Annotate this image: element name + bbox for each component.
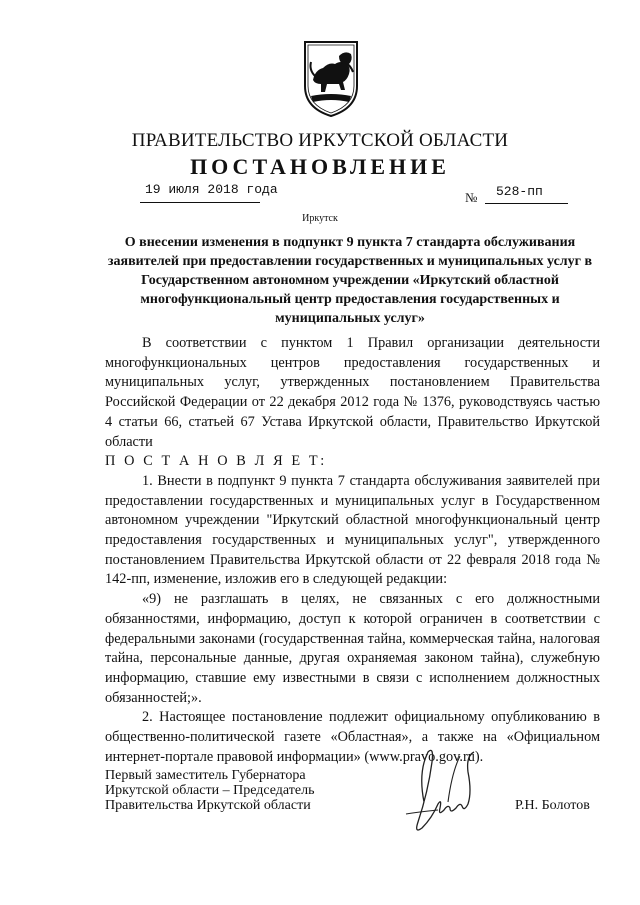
number-underline (485, 203, 568, 204)
date-underline (140, 202, 260, 203)
signer-position-line: Первый заместитель Губернатора (105, 768, 306, 783)
document-body (105, 334, 600, 767)
signer-position-line: Правительства Иркутской области (105, 798, 311, 813)
handwritten-signature-icon (388, 742, 488, 852)
signer-position-line: Иркутской области – Председатель (105, 783, 315, 798)
irkutsk-coat-of-arms-icon (303, 40, 359, 118)
document-heading: О внесении изменения в подпункт 9 пункта 7 стандарта обслуживания заявителей при предоставлении государственных и муниципальных услуг в Государственном автономном учреждении «Иркутский областной многофункциональный центр предоставления государственных и муниципальных услуг» (107, 235, 593, 326)
number-sign: № (465, 190, 478, 205)
quote-paragraph: «9) не разглашать в целях, не связанных с его должностными обязанностями, информацию, доступ к которой ограничен в соответствии с федеральными законами (государственная тайна, коммерческая тайна, налоговая тайна, персональные данные, другая охраняемая законом тайна), служебную информацию, ставшие ему известными в связи с исполнением должностных обязанностей;». (105, 591, 600, 706)
document-date: 19 июля 2018 года (145, 182, 278, 197)
signer-position (105, 768, 314, 813)
preamble-paragraph: В соответствии с пунктом 1 Правил организации деятельности многофункциональных центров предоставления государственных и муниципальных услуг, утвержденных постановлением Правительства Российской Федерации от 22 декабря 2012 года № 1376, руководствуясь частью 4 статьи 66, статьей 67 Устава Иркутской области, Правительство Иркутской области (105, 335, 600, 450)
decree-word: П О С Т А Н О В Л Я Е Т: (105, 453, 327, 470)
signer-name: Р.Н. Болотов (515, 798, 590, 813)
document-type: ПОСТАНОВЛЕНИЕ (190, 154, 450, 179)
document-number: 528-пп (496, 184, 543, 199)
government-title: ПРАВИТЕЛЬСТВО ИРКУТСКОЙ ОБЛАСТИ (131, 130, 509, 151)
item-2-paragraph: 2. Настоящее постановление подлежит официальному опубликованию в общественно-политической газете «Областная», а также на «Официальном интернет-портале правовой информации» (www.pravo.gov.ru). (105, 709, 600, 765)
issue-city: Иркутск (302, 213, 338, 224)
item-1-paragraph: 1. Внести в подпункт 9 пункта 7 стандарта обслуживания заявителей при предоставлении государственных и муниципальных услуг в Государственном автономном учреждении "Иркутский областной многофункциональный центр предоставления государственных и муниципальных услуг", утвержденного постановлением Правительства Иркутской области от 22 февраля 2018 года № 142-пп, изменение, изложив его в следующей редакции: (105, 472, 600, 588)
